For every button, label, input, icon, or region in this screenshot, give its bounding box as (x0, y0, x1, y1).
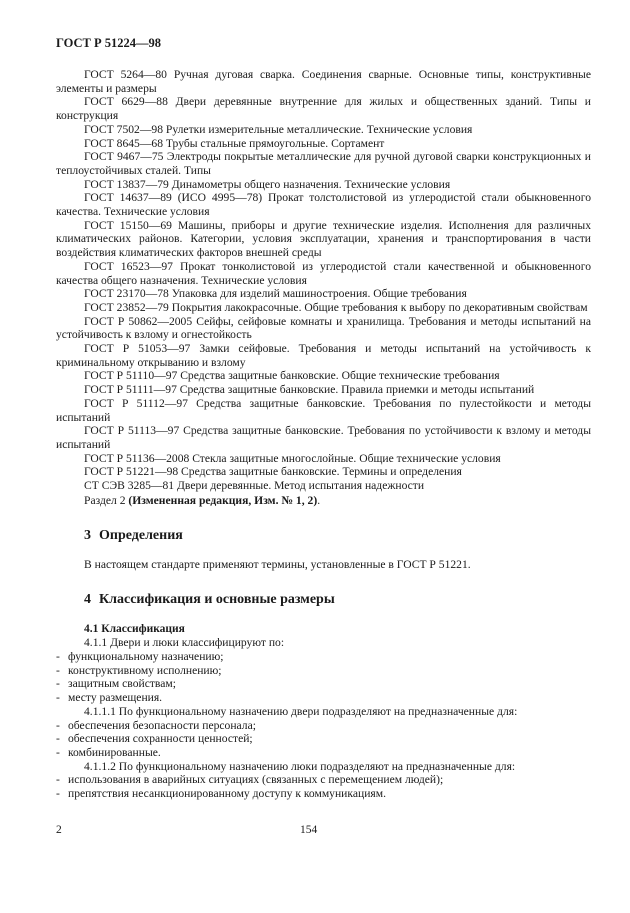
page-number-center: 154 (300, 824, 318, 836)
clause-4-1-1-2: 4.1.1.2 По функциональному назначению люки подразделяют на предназначенные для: (84, 759, 516, 773)
reference-item: ГОСТ Р 51053—97 Замки сейфовые. Требования и методы испытаний на устойчивость к криминальному открыванию и взлому (56, 342, 591, 369)
document-body (56, 68, 591, 801)
list-dash: - (56, 745, 60, 759)
list-item (56, 677, 591, 691)
list-item (56, 719, 591, 733)
list-item (56, 773, 591, 787)
section2-amendment-note: Раздел 2 (Измененная редакция, Изм. № 1, 2). (84, 493, 321, 507)
list-item-text: использования в аварийных ситуациях (связанных с перемещением людей); (68, 773, 444, 787)
reference-item: ГОСТ Р 50862—2005 Сейфы, сейфовые комнаты и хранилища. Требования и методы испытаний на устойчивость к взлому и огнестойкость (56, 314, 591, 342)
list-item (56, 787, 591, 801)
list-dash: - (56, 650, 60, 664)
list-item-text: обеспечения сохранности ценностей; (68, 732, 253, 746)
list-dash: - (56, 663, 60, 677)
list-4-1-1-2 (56, 773, 591, 800)
list-item-text: месту размещения. (68, 691, 163, 705)
section-3-heading: 3 Определения (84, 527, 183, 543)
reference-item: ГОСТ Р 51113—97 Средства защитные банковские. Требования по устойчивости к взлому и методы испытаний (56, 424, 591, 451)
reference-item: ГОСТ Р 51112—97 Средства защитные банковские. Требования по пулестойкости и методы испытаний (56, 396, 591, 424)
list-dash: - (56, 677, 60, 691)
document-header: ГОСТ Р 51224—98 (56, 36, 162, 50)
list-item (56, 746, 591, 760)
list-item (56, 691, 591, 705)
clause-4-1-1-1: 4.1.1.1 По функциональному назначению двери подразделяют на предназначенные для: (84, 704, 518, 718)
subsection-4-1-heading: 4.1 Классификация (84, 622, 185, 635)
list-item (56, 650, 591, 664)
reference-item: ГОСТ 13837—79 Динамометры общего назначения. Технические условия (84, 177, 451, 191)
reference-item: ГОСТ 9467—75 Электроды покрытые металлические для ручной дуговой сварки конструкционных и теплоустойчивых сталей. Типы (56, 150, 591, 177)
page-number-left: 2 (56, 824, 62, 836)
list-dash: - (56, 787, 60, 801)
list-item-text: защитным свойствам; (68, 677, 176, 691)
clause-4-1-1: 4.1.1 Двери и люки классифицируют по: (84, 636, 285, 650)
list-dash: - (56, 718, 60, 732)
reference-item: ГОСТ Р 51110—97 Средства защитные банковские. Общие технические требования (84, 369, 500, 383)
list-item-text: конструктивному исполнению; (68, 663, 222, 677)
reference-item: ГОСТ 6629—88 Двери деревянные внутренние для жилых и общественных зданий. Типы и конструкция (56, 95, 591, 123)
list-item (56, 732, 591, 746)
list-item-text: обеспечения безопасности персонала; (68, 718, 256, 732)
reference-item: ГОСТ Р 51111—97 Средства защитные банковские. Правила приемки и методы испытаний (84, 383, 535, 397)
reference-item: ГОСТ 7502—98 Рулетки измерительные металлические. Технические условия (84, 122, 473, 136)
list-dash: - (56, 691, 60, 705)
section-3-text: В настоящем стандарте применяют термины, установленные в ГОСТ Р 51221. (84, 558, 471, 572)
reference-item: ГОСТ 15150—69 Машины, приборы и другие технические изделия. Исполнения для различных климатических районов. Категории, условия эксплуатации, хранения и транспортирования в части воздействия климатических факторов внешней среды (56, 218, 591, 260)
list-4-1-1-1 (56, 719, 591, 760)
reference-item: ГОСТ 16523—97 Прокат тонколистовой из углеродистой стали качественной и обыкновенного качества общего назначения. Технические условия (56, 259, 591, 287)
list-dash: - (56, 773, 60, 787)
normative-references (56, 68, 591, 493)
list-item-text: комбинированные. (68, 745, 161, 759)
reference-item: ГОСТ Р 51221—98 Средства защитные банковские. Термины и определения (84, 465, 462, 479)
list-item (56, 664, 591, 678)
reference-item: ГОСТ 23170—78 Упаковка для изделий машиностроения. Общие требования (84, 287, 467, 301)
section-4-heading: 4 Классификация и основные размеры (84, 591, 335, 607)
list-item-text: препятствия несанкционированному доступу к коммуникациям. (68, 787, 386, 801)
reference-item: СТ СЭВ 3285—81 Двери деревянные. Метод испытания надежности (84, 479, 425, 493)
reference-item: ГОСТ 23852—79 Покрытия лакокрасочные. Общие требования к выбору по декоративным свойствам (84, 300, 588, 314)
list-4-1-1 (56, 650, 591, 705)
reference-item: ГОСТ Р 51136—2008 Стекла защитные многослойные. Общие технические условия (84, 451, 501, 465)
list-item-text: функциональному назначению; (68, 650, 224, 664)
reference-item: ГОСТ 14637—89 (ИСО 4995—78) Прокат толстолистовой из углеродистой стали обыкновенного качества. Технические условия (56, 191, 591, 219)
reference-item: ГОСТ 8645—68 Трубы стальные прямоугольные. Сортамент (84, 136, 385, 150)
reference-item: ГОСТ 5264—80 Ручная дуговая сварка. Соединения сварные. Основные типы, конструктивные элементы и размеры (56, 68, 591, 95)
list-dash: - (56, 732, 60, 746)
